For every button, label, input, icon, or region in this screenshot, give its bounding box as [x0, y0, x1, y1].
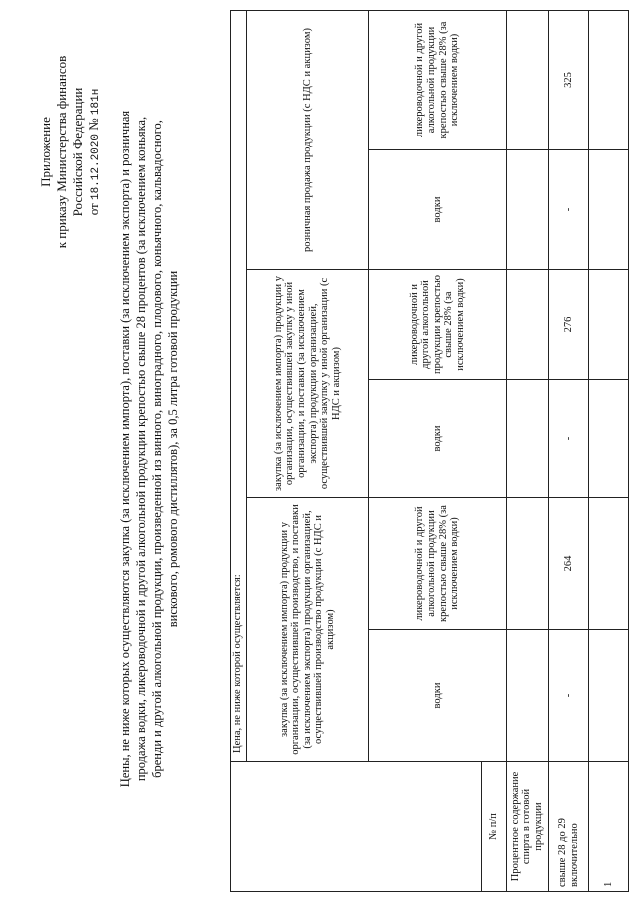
header-g1-vodka: водки	[431, 682, 443, 709]
appendix-title: Приложение	[38, 117, 53, 187]
table-row-1-range: свыше 28 до 29 включительно	[556, 818, 580, 887]
header-g1-liquor: ликероводочной и другой алкогольной продукции крепостью свыше 28% (за исключением водки)	[414, 505, 461, 622]
header-group-reseller: закупка (за исключением импорта) продукции у организации, осуществившей закупку у иной организации, и поставки (за исключением экспорта) продукции организацией, осуществившей закупку у иной организации (с НДС и акцизом)	[272, 276, 342, 491]
table-row-1-g3-vodka: -	[562, 207, 574, 212]
appendix-ministry: Российской Федерации	[70, 87, 85, 217]
table-row-1-g2-vodka: -	[562, 436, 574, 441]
appendix-number: 181н	[90, 88, 102, 116]
header-g3-liquor: ликероводочной и другой алкогольной продукции крепостью свыше 28% (за исключением водки)	[414, 21, 461, 139]
table-row-1-g1-vodka: -	[562, 693, 574, 698]
header-price-group: Цена, не ниже которой осуществляется:	[232, 574, 244, 753]
document-title: Цены, не ниже которых осуществляются закупка (за исключением импорта), поставки (за исключением экспорта) и розничная продажа водки, ликероводочной и другой алкогольной продукции крепостью свыше 28 процентов (за исключением коньяка, бренди и другой алкогольной продукции, произведенной из винного, виноградного, плодового, коньячного, кальвадосного, вискового, ромового дистиллятов), за 0,5 литра готовой продукции	[118, 110, 180, 788]
header-percent: Процентное содержание спирта в готовой продукции	[509, 771, 544, 882]
table-row-1-g3-liquor: 325	[562, 72, 574, 88]
header-group-retail: розничная продажа продукции (с НДС и акцизом)	[301, 28, 313, 252]
header-row-number: № п/п	[487, 813, 499, 840]
table-row-1-g1-liquor: 264	[562, 555, 574, 572]
table-row-1-g2-liquor: 276	[562, 316, 574, 333]
header-g2-liquor: ликероводочной и другой алкогольной продукции крепостью свыше 28% (за исключением водки)	[408, 274, 466, 375]
appendix-date-line: от 18.12.2020 № 181н	[86, 88, 102, 216]
appendix-block	[38, 2, 104, 302]
header-group-producer: закупка (за исключением импорта) продукции у организации, осуществившей производство, и поставки (за исключением экспорта) продукции организацией, осуществившей производство продукции (с НДС и акцизом)	[278, 504, 336, 755]
appendix-date: 18.12.2020	[90, 134, 102, 201]
appendix-order: к приказу Министерства финансов	[54, 55, 69, 249]
header-empty	[230, 762, 480, 891]
header-g2-vodka: водки	[431, 425, 443, 452]
header-g3-vodka: водки	[431, 196, 443, 223]
table-row-1-number: 1	[602, 881, 614, 887]
